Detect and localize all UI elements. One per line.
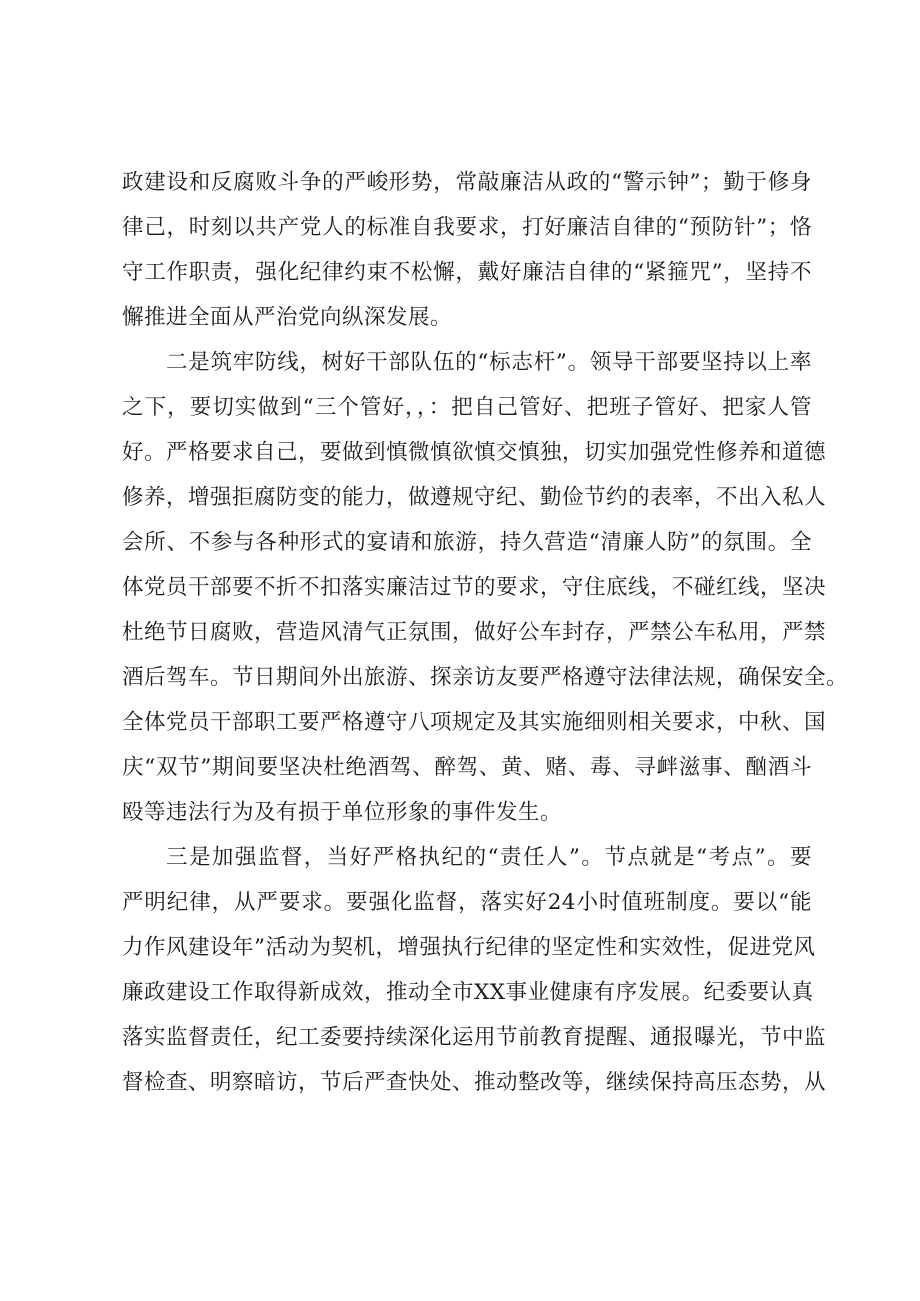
- paragraph-2: [122, 340, 849, 835]
- text-line: 律己，时刻以共产党人的标准自我要求，打好廉洁自律的“预防针”；恪: [122, 215, 812, 240]
- text-line: 会所、不参与各种形式的宴请和旅游，持久营造“清廉人防”的氛围。全: [122, 530, 812, 555]
- text-line: 力作风建设年”活动为契机，增强执行纪律的坚定性和实效性，促进党风: [122, 935, 816, 960]
- text-line: 庆“双节”期间要坚决杜绝酒驾、醉驾、黄、赌、毒、寻衅滋事、酗酒斗: [122, 755, 812, 780]
- text-line: 守工作职责，强化纪律约束不松懈，戴好廉洁自律的“紧箍咒”，坚持不: [122, 260, 812, 285]
- text-line: 之下，要切实做到“三个管好，，：把自己管好、把班子管好、把家人管: [122, 395, 812, 420]
- text-line: 二是筑牢防线，树好干部队伍的“标志杆”。领导干部要坚持以上率: [166, 350, 812, 375]
- text-line: 严明纪律，从严要求。要强化监督，落实好24小时值班制度。要以“能: [122, 890, 812, 915]
- paragraph-3: [122, 835, 827, 1105]
- text-line: 政建设和反腐败斗争的严峻形势，常敲廉洁从政的“警示钟”；勤于修身: [122, 170, 812, 195]
- text-line: 殴等违法行为及有损于单位形象的事件发生。: [122, 800, 563, 825]
- document-body: [122, 160, 849, 1105]
- paragraph-1: [122, 160, 812, 340]
- text-line: 落实监督责任，纪工委要持续深化运用节前教育提醒、通报曝光，节中监: [122, 1025, 827, 1050]
- text-line: 杜绝节日腐败，营造风清气正氛围，做好公车封存，严禁公车私用，严禁: [122, 620, 827, 645]
- text-line: 好。严格要求自己，要做到慎微慎欲慎交慎独，切实加强党性修养和道德: [122, 440, 827, 465]
- text-line: 廉政建设工作取得新成效，推动全市XX事业健康有序发展。纪委要认真: [122, 980, 814, 1005]
- text-line: 修养，增强拒腐防变的能力，做遵规守纪、勤俭节约的表率，不出入私人: [122, 485, 827, 510]
- text-line: 全体党员干部职工要严格遵守八项规定及其实施细则相关要求，中秋、国: [122, 710, 827, 735]
- text-line: 体党员干部要不折不扣落实廉洁过节的要求，守住底线，不碰红线，坚决: [122, 575, 827, 600]
- text-line: 三是加强监督，当好严格执纪的“责任人”。节点就是“考点”。要: [166, 845, 812, 870]
- text-line: 懈推进全面从严治党向纵深发展。: [122, 305, 453, 330]
- text-line: 酒后驾车。节日期间外出旅游、探亲访友要严格遵守法律法规，确保安全。: [122, 665, 849, 690]
- text-line: 督检查、明察暗访，节后严查快处、推动整改等，继续保持高压态势，从: [122, 1070, 827, 1095]
